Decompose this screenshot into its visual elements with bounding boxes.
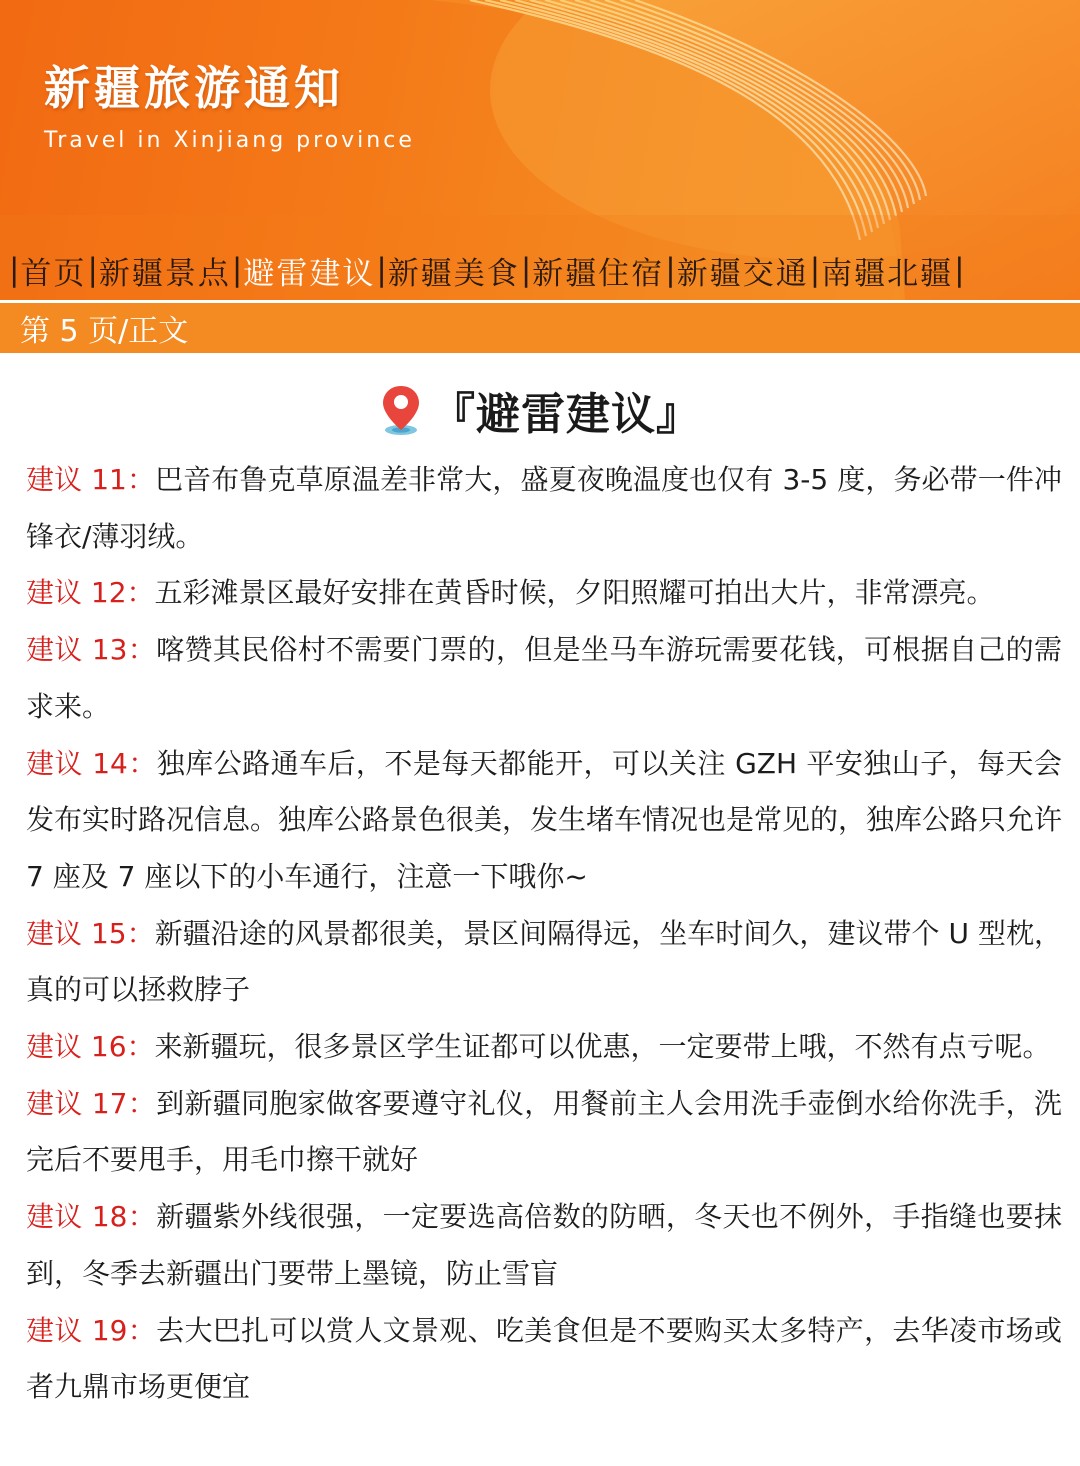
header-banner bbox=[0, 0, 1080, 300]
tip-text: 新疆紫外线很强，一定要选高倍数的防晒，冬天也不例外，手指缝也要抹到，冬季去新疆出门要带上墨镜，防止雪盲 bbox=[26, 1200, 1062, 1290]
nav-item-6[interactable]: 南疆北疆 bbox=[821, 255, 954, 292]
tip-label: 建议 17： bbox=[26, 1086, 157, 1120]
top-nav bbox=[8, 248, 1078, 292]
tip-text: 去大巴扎可以赏人文景观、吃美食但是不要购买太多特产，去华凌市场或者九鼎市场更便宜 bbox=[26, 1313, 1062, 1404]
tip-item bbox=[26, 452, 1062, 565]
page-indicator-bar bbox=[0, 303, 1080, 353]
tip-item bbox=[26, 565, 1062, 622]
nav-separator: | bbox=[665, 252, 676, 288]
tip-label: 建议 15： bbox=[26, 916, 155, 950]
nav-separator: | bbox=[376, 252, 387, 288]
nav-separator: | bbox=[231, 252, 243, 288]
section-title: 『避雷建议』 bbox=[431, 389, 701, 440]
tip-label: 建议 13： bbox=[26, 633, 157, 667]
section-heading bbox=[0, 378, 1080, 442]
tip-item bbox=[26, 736, 1062, 906]
tip-text: 喀赞其民俗村不需要门票的，但是坐马车游玩需要花钱，可根据自己的需求来。 bbox=[26, 633, 1062, 723]
nav-item-3[interactable]: 新疆美食 bbox=[387, 255, 520, 292]
nav-separator: | bbox=[9, 252, 20, 288]
location-pin-icon bbox=[379, 384, 423, 436]
tip-label: 建议 14： bbox=[26, 746, 157, 780]
nav-item-4[interactable]: 新疆住宿 bbox=[532, 255, 665, 292]
tip-item bbox=[26, 622, 1062, 735]
tip-label: 建议 16： bbox=[26, 1030, 155, 1064]
nav-separator: | bbox=[809, 252, 821, 288]
nav-separator: | bbox=[87, 252, 98, 288]
tip-text: 独库公路通车后，不是每天都能开，可以关注 GZH 平安独山子，每天会发布实时路况信息。独库公路景色很美，发生堵车情况也是常见的，独库公路只允许 7 座及 7 座以下的小车通行，注意一下哦你~ bbox=[26, 746, 1063, 893]
site-title: 新疆旅游通知 bbox=[44, 61, 344, 115]
tip-text: 到新疆同胞家做客要遵守礼仪，用餐前主人会用洗手壶倒水给你洗手，洗完后不要甩手，用毛巾擦干就好 bbox=[26, 1086, 1062, 1177]
tip-label: 建议 12： bbox=[26, 576, 155, 610]
nav-separator: | bbox=[520, 252, 532, 288]
tip-label: 建议 19： bbox=[26, 1313, 157, 1347]
tips-list bbox=[26, 452, 1062, 1416]
tip-label: 建议 18： bbox=[26, 1200, 157, 1234]
tip-text: 来新疆玩，很多景区学生证都可以优惠，一定要带上哦，不然有点亏呢。 bbox=[154, 1030, 1051, 1064]
tip-item bbox=[26, 1303, 1062, 1416]
page-indicator: 第 5 页/正文 bbox=[20, 314, 189, 349]
site-subtitle: Travel in Xinjiang province bbox=[44, 128, 415, 153]
tip-item bbox=[26, 1189, 1062, 1302]
tip-label: 建议 11： bbox=[26, 463, 156, 496]
tip-text: 巴音布鲁克草原温差非常大，盛夏夜晚温度也仅有 3-5 度，务必带一件冲锋衣/薄羽绒。 bbox=[26, 463, 1062, 553]
tip-text: 五彩滩景区最好安排在黄昏时候，夕阳照耀可拍出大片，非常漂亮。 bbox=[154, 576, 995, 610]
nav-item-2[interactable]: 避雷建议 bbox=[243, 255, 376, 292]
nav-item-0[interactable]: 首页 bbox=[20, 255, 87, 292]
tip-item bbox=[26, 906, 1062, 1019]
nav-separator: | bbox=[954, 252, 965, 288]
nav-item-5[interactable]: 新疆交通 bbox=[676, 255, 809, 292]
tip-item bbox=[26, 1019, 1062, 1076]
tip-item bbox=[26, 1076, 1062, 1189]
nav-item-1[interactable]: 新疆景点 bbox=[98, 255, 231, 292]
tip-text: 新疆沿途的风景都很美，景区间隔得远，坐车时间久，建议带个 U 型枕，真的可以拯救脖子 bbox=[26, 916, 1062, 1007]
